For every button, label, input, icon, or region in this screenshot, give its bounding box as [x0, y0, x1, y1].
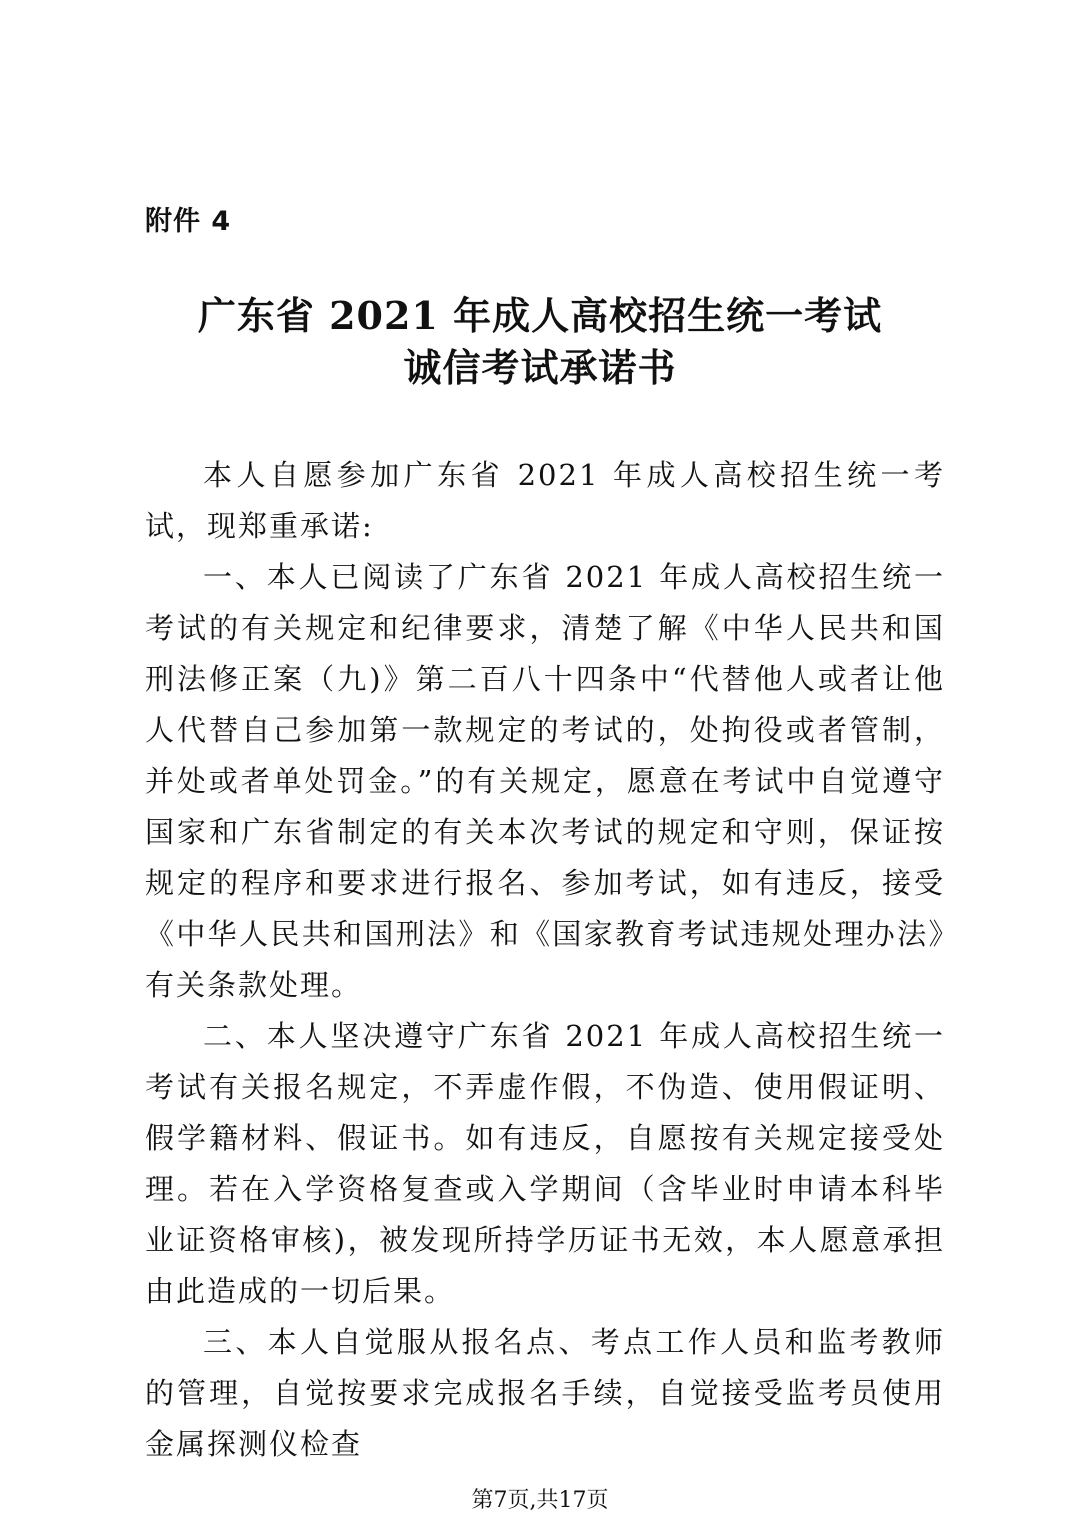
page-number-footer: 第7页,共17页 [471, 1488, 609, 1513]
document-title [0, 290, 1080, 394]
paragraph-clause-1: 一、本人已阅读了广东省 2021 年成人高校招生统一考试的有关规定和纪律要求，清楚了解《中华人民共和国刑法修正案（九)》第二百八十四条中“代替他人或者让他人代替自己参加第一款规定的考试的，处拘役或者管制，并处或者单处罚金。”的有关规定，愿意在考试中自觉遵守国家和广东省制定的有关本次考试的规定和守则，保证按规定的程序和要求进行报名、参加考试，如有违反，接受《中华人民共和国刑法》和《国家教育考试违规处理办法》有关条款处理。 [145, 560, 945, 1002]
paragraph-intro: 本人自愿参加广东省 2021 年成人高校招生统一考试，现郑重承诺: [145, 458, 945, 543]
title-line-1: 广东省 2021 年成人高校招生统一考试 [197, 293, 883, 338]
title-line-2: 诚信考试承诺书 [403, 345, 677, 390]
attachment-label: 附件 4 [145, 206, 232, 237]
paragraph-clause-3: 三、本人自觉服从报名点、考点工作人员和监考教师的管理，自觉按要求完成报名手续，自觉接受监考员使用金属探测仪检查 [145, 1325, 945, 1461]
paragraph-clause-2: 二、本人坚决遵守广东省 2021 年成人高校招生统一考试有关报名规定，不弄虚作假，不伪造、使用假证明、假学籍材料、假证书。如有违反，自愿按有关规定接受处理。若在入学资格复查或入学期间（含毕业时申请本科毕业证资格审核)，被发现所持学历证书无效，本人愿意承担由此造成的一切后果。 [145, 1019, 945, 1308]
document-body [145, 450, 945, 1470]
